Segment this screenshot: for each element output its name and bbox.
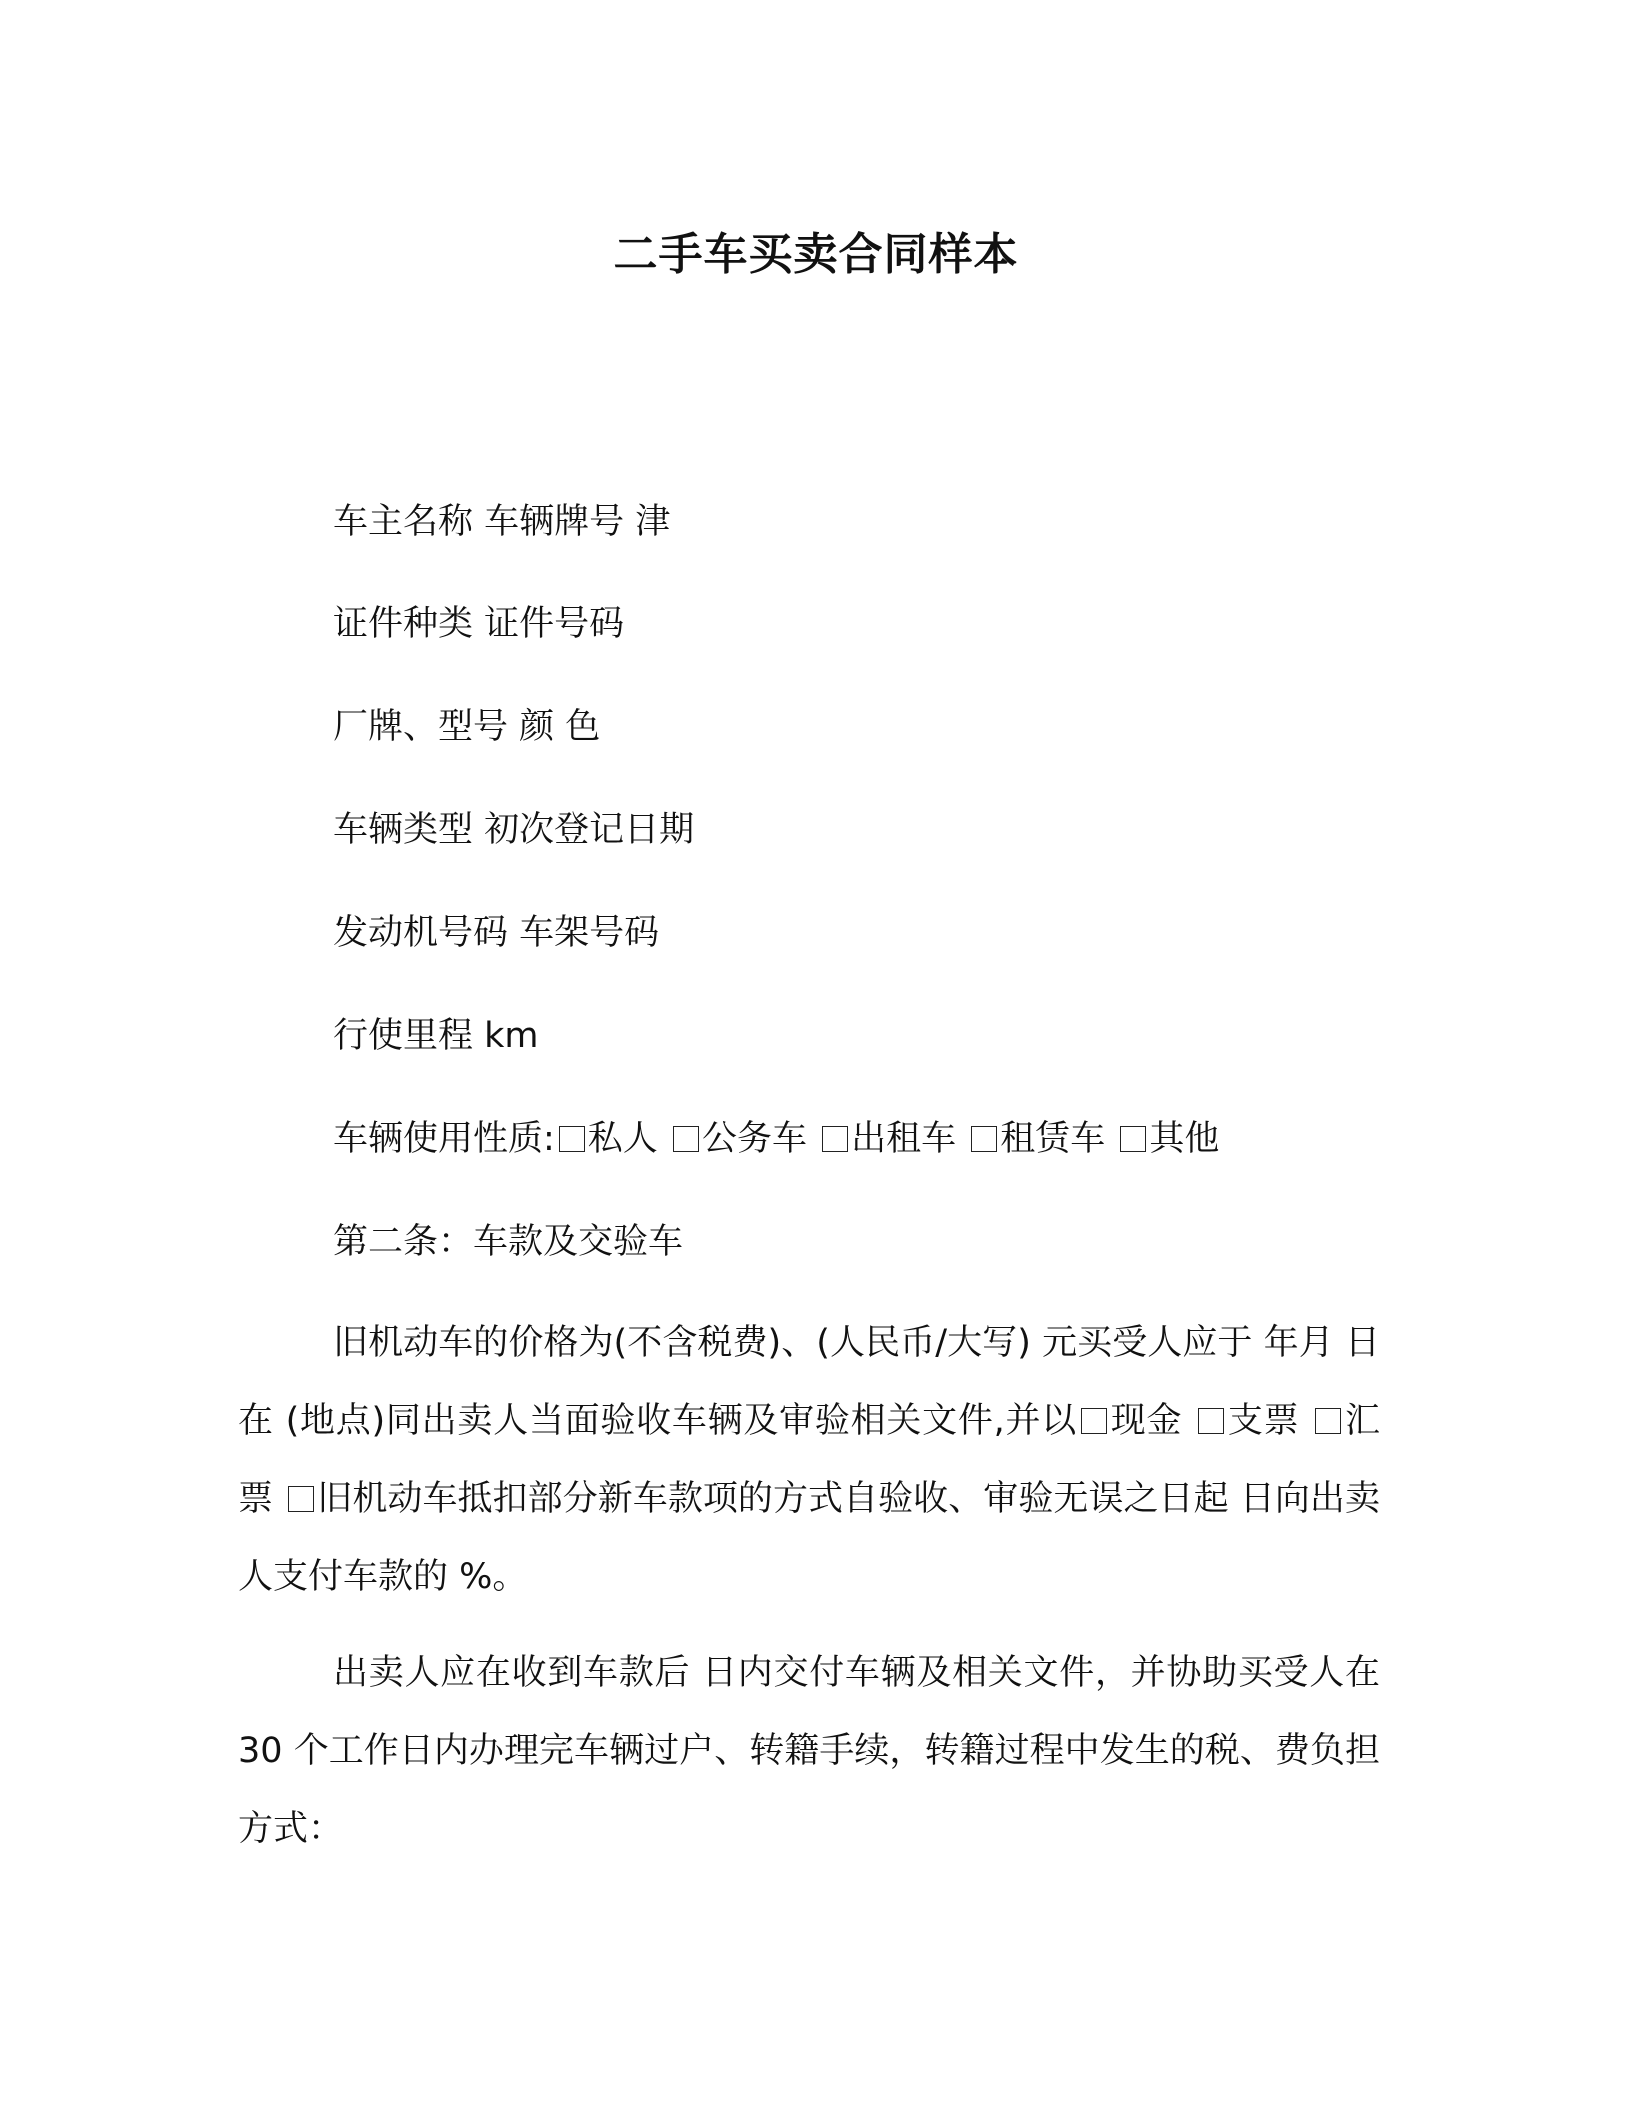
- para1-pay-check: 支票: [1227, 1401, 1300, 1441]
- field-brand-color: 厂牌、型号 颜 色: [333, 707, 601, 747]
- field-mileage: 行使里程 km: [333, 1016, 539, 1056]
- usage-option-rental: 租赁车: [1000, 1119, 1106, 1159]
- paragraph-price-payment: [238, 1304, 1380, 1616]
- field-type-date: 车辆类型 初次登记日期: [333, 810, 695, 850]
- para1-pay-cash: 现金: [1109, 1401, 1183, 1441]
- field-id-type-number: 证件种类 证件号码: [333, 604, 625, 644]
- checkbox-other[interactable]: [1120, 1126, 1146, 1152]
- para1-pay-trade-in: 旧机动车抵扣部分新车款项的方式自验收、审验无误之日起 日向出卖人支付车款的 %。: [238, 1479, 1380, 1597]
- usage-label: 车辆使用性质:: [333, 1119, 555, 1159]
- checkbox-trade-in[interactable]: [288, 1486, 314, 1512]
- usage-row: [333, 1115, 1219, 1163]
- para1-text1: 旧机动车的价格为(不含税费)、(人民币/大写) 元买受人应于 年月 日在 (地点)同出卖人当面验收车辆及审验相关文件,并以: [238, 1323, 1380, 1441]
- checkbox-private[interactable]: [559, 1126, 585, 1152]
- checkbox-draft[interactable]: [1315, 1408, 1341, 1434]
- paragraph-delivery: 出卖人应在收到车款后 日内交付车辆及相关文件，并协助买受人在 30 个工作日内办理完车辆过户、转籍手续，转籍过程中发生的税、费负担方式：: [238, 1653, 1380, 1849]
- usage-option-official: 公务车: [701, 1119, 807, 1159]
- para1-pay-draft: 汇票: [238, 1401, 1380, 1519]
- usage-option-taxi: 出租车: [851, 1119, 957, 1159]
- checkbox-taxi[interactable]: [822, 1126, 848, 1152]
- checkbox-official[interactable]: [673, 1126, 699, 1152]
- document-title: 二手车买卖合同样本: [613, 229, 1019, 280]
- article2-heading: 第二条：车款及交验车: [333, 1222, 684, 1262]
- checkbox-check[interactable]: [1198, 1408, 1224, 1434]
- checkbox-cash[interactable]: [1081, 1408, 1107, 1434]
- checkbox-rental[interactable]: [971, 1126, 997, 1152]
- field-owner-plate: 车主名称 车辆牌号 津: [333, 502, 671, 542]
- usage-option-private: 私人: [587, 1119, 658, 1159]
- usage-option-other: 其他: [1149, 1119, 1220, 1159]
- field-engine-frame: 发动机号码 车架号码: [333, 913, 660, 953]
